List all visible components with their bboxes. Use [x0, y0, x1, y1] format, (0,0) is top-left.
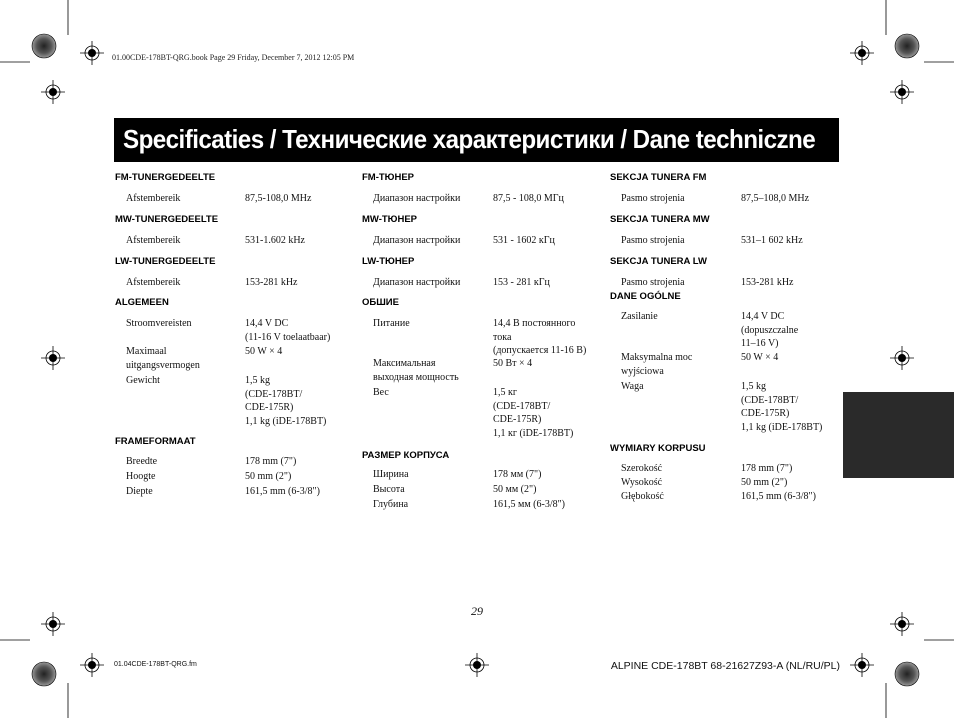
spec-value: 1,1 kg (iDE-178BT)	[245, 415, 327, 427]
spec-label: Глубина	[373, 499, 409, 510]
spec-value: 178 мм (7")	[493, 469, 542, 480]
spec-value: 531–1 602 kHz	[741, 235, 803, 246]
spec-value: 1,5 kg	[741, 381, 766, 392]
spec-label: Hoogte	[126, 471, 156, 482]
section-heading: WYMIARY KORPUSU	[610, 443, 706, 454]
spec-label: Zasilanie	[621, 311, 658, 322]
spec-value: 50 Вт × 4	[493, 358, 533, 369]
spec-label: wyjściowa	[621, 365, 664, 377]
spec-value: (CDE-178BT/	[493, 400, 551, 412]
spec-label: Maximaal	[126, 346, 167, 357]
spec-value: 153-281 kHz	[245, 277, 298, 288]
spec-value: 14,4 V DC	[741, 311, 785, 322]
spec-label: Głębokość	[621, 491, 664, 502]
section-heading: SEKCJA TUNERA MW	[610, 214, 710, 225]
spec-label: Diepte	[126, 486, 153, 497]
section-heading: FRAMEFORMAAT	[115, 436, 196, 447]
spec-value: 14,4 В постоянного	[493, 318, 576, 329]
spec-value: 1,1 кг (iDE-178BT)	[493, 427, 574, 439]
spec-value: 50 mm (2")	[245, 471, 292, 482]
section-heading: LW-ТЮНЕР	[362, 256, 415, 267]
section-heading: ALGEMEEN	[115, 297, 169, 308]
spec-value: CDE-175R)	[741, 408, 790, 419]
spec-value: 153 - 281 кГц	[493, 277, 550, 288]
spec-label: Диапазон настройки	[373, 277, 461, 288]
page-title: Specificaties / Технические характеристики / Dane techniczne	[123, 124, 816, 154]
spec-label: Вес	[373, 387, 389, 398]
spec-value: 87,5-108,0 MHz	[245, 193, 312, 204]
spec-value: 161,5 mm (6-3/8")	[245, 486, 320, 497]
spec-value: (dopuszczalne	[741, 324, 799, 336]
footer-model-info: ALPINE CDE-178BT 68-21627Z93-A (NL/RU/PL)	[610, 660, 840, 672]
spec-label: Afstembereik	[126, 277, 181, 288]
section-heading: SEKCJA TUNERA LW	[610, 256, 707, 267]
spec-label: Ширина	[373, 469, 409, 480]
spec-value: (допускается 11-16 В)	[493, 345, 587, 356]
spec-label: uitgangsvermogen	[126, 359, 200, 371]
spec-label: Gewicht	[126, 375, 160, 386]
spec-label: Диапазон настройки	[373, 193, 461, 204]
spec-value: 161,5 мм (6-3/8")	[493, 499, 566, 510]
spec-label: Afstembereik	[126, 193, 181, 204]
spec-label: Szerokość	[621, 463, 663, 474]
file-info-line: 01.00CDE-178BT-QRG.book Page 29 Friday, December 7, 2012 12:05 PM	[112, 53, 355, 62]
spec-value: CDE-175R)	[493, 414, 542, 425]
spec-value: (11-16 V toelaatbaar)	[245, 331, 331, 343]
spec-value: 178 mm (7")	[245, 456, 297, 467]
section-heading: SEKCJA TUNERA FM	[610, 172, 707, 183]
spec-label: Wysokość	[621, 477, 663, 488]
spec-label: Диапазон настройки	[373, 235, 461, 246]
title-bar	[114, 118, 839, 162]
spec-label: Питание	[373, 318, 410, 329]
spec-label: Breedte	[126, 456, 158, 467]
page-number: 29	[471, 604, 483, 618]
spec-value: 87,5–108,0 MHz	[741, 193, 810, 204]
spec-label: Waga	[621, 381, 644, 392]
spec-label: Maksymalna moc	[621, 352, 693, 363]
section-heading: DANE OGÓLNE	[610, 291, 681, 302]
section-heading: FM-ТЮНЕР	[362, 172, 415, 183]
spec-value: 14,4 V DC	[245, 318, 289, 329]
spec-value: 531 - 1602 кГц	[493, 235, 555, 246]
section-heading: MW-ТЮНЕР	[362, 214, 417, 225]
spec-value: 1,5 kg	[245, 375, 270, 386]
spec-value: 161,5 mm (6-3/8")	[741, 491, 816, 502]
section-heading: MW-TUNERGEDEELTE	[115, 214, 219, 225]
spec-label: Pasmo strojenia	[621, 235, 685, 246]
spec-value: 1,1 kg (iDE-178BT)	[741, 421, 823, 433]
spec-value: 178 mm (7")	[741, 463, 793, 474]
spec-value: 50 W × 4	[741, 352, 779, 363]
spec-value: CDE-175R)	[245, 402, 294, 413]
spec-label: Pasmo strojenia	[621, 193, 685, 204]
spec-value: 50 W × 4	[245, 346, 283, 357]
spec-value: 531-1.602 kHz	[245, 235, 305, 246]
spec-label: Максимальная	[373, 358, 436, 369]
spec-value: (CDE-178BT/	[741, 394, 799, 406]
spec-value: 1,5 кг	[493, 387, 517, 398]
section-heading: LW-TUNERGEDEELTE	[115, 256, 216, 267]
spec-label: Высота	[373, 484, 405, 495]
footer-filename: 01.04CDE-178BT-QRG.fm	[114, 661, 197, 668]
spec-value: 50 mm (2")	[741, 477, 788, 488]
section-heading: FM-TUNERGEDEELTE	[115, 172, 216, 183]
section-heading: ОБШИЕ	[362, 297, 399, 308]
spec-value: тока	[493, 331, 512, 343]
section-heading: РАЗМЕР КОРПУСА	[362, 450, 450, 461]
spec-value: 50 мм (2")	[493, 484, 537, 495]
spec-label: Pasmo strojenia	[621, 277, 685, 288]
spec-value: 87,5 - 108,0 МГц	[493, 193, 564, 204]
spec-label: выходная мощность	[373, 371, 459, 383]
side-tab	[843, 392, 954, 478]
spec-label: Afstembereik	[126, 235, 181, 246]
spec-value: 153-281 kHz	[741, 277, 794, 288]
spec-value: 11–16 V)	[741, 338, 779, 349]
spec-label: Stroomvereisten	[126, 318, 192, 329]
spec-value: (CDE-178BT/	[245, 388, 303, 400]
